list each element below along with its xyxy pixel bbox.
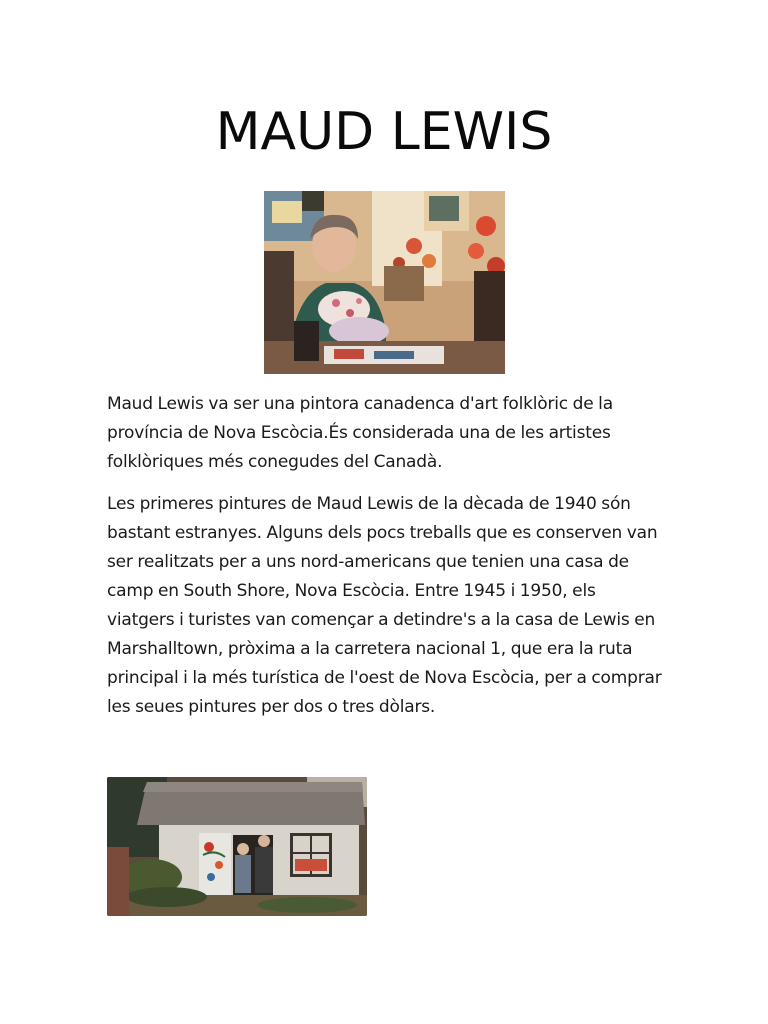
lewis-house-photo	[107, 777, 367, 916]
maud-lewis-portrait-photo	[264, 191, 505, 374]
page-title: MAUD LEWIS	[215, 102, 553, 162]
early-works-paragraph: Les primeres pintures de Maud Lewis de la dècada de 1940 són bastant estranyes. Alguns dels pocs treballs que es conserven van ser realitzats per a uns nord-americans que tenien una casa de camp en South Shore, Nova Escòcia. Entre 1945 i 1950, els viatgers i turistes van començar a detindre's a la casa de Lewis en Marshalltown, pròxima a la carretera nacional 1, que era la ruta principal i la més turística de l'oest de Nova Escòcia, per a comprar les seues pintures per dos o tres dòlars.	[107, 494, 662, 717]
intro-paragraph: Maud Lewis va ser una pintora canadenca d'art folklòric de la província de Nova Escòcia.És considerada una de les artistes folklòriques més conegudes del Canadà.	[107, 394, 613, 472]
